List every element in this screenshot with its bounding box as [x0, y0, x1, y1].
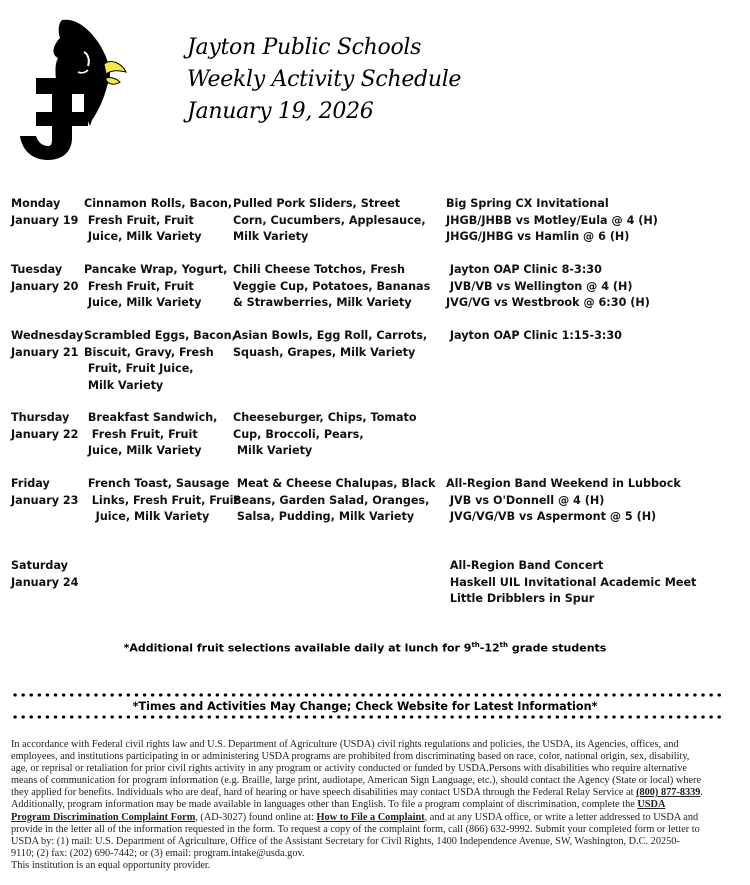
- day-cell: [11, 196, 78, 229]
- legal-line: This institution is an equal opportunity provider.: [11, 859, 211, 871]
- complaint-form-link[interactable]: USDA: [637, 799, 666, 811]
- lunch-line: & Strawberries, Milk Variety: [233, 296, 412, 309]
- breakfast-line: Juice, Milk Variety: [84, 296, 202, 309]
- activities-line: All-Region Band Weekend in Lubbock: [446, 477, 681, 490]
- breakfast-line: Juice, Milk Variety: [84, 510, 210, 523]
- breakfast-line: Cinnamon Rolls, Bacon,: [84, 197, 233, 210]
- activities-line: Big Spring CX Invitational: [446, 197, 609, 210]
- lunch-line: Asian Bowls, Egg Roll, Carrots,: [233, 329, 428, 342]
- legal-text: , (AD-3027) found online at:: [195, 811, 317, 823]
- dotted-divider-top: [11, 693, 721, 697]
- activities-cell: [446, 476, 681, 526]
- dotted-divider-bottom: [11, 715, 721, 719]
- legal-line: employees, and institutions participating in or administering USDA programs are prohibited from discriminating based on race, color, national origin, sex, disability,: [11, 751, 690, 763]
- day-line: January 23: [11, 493, 79, 507]
- lunch-line: Milk Variety: [233, 444, 313, 457]
- day-line: Friday: [11, 477, 50, 490]
- legal-line: [11, 799, 731, 811]
- lunch-line: Beans, Garden Salad, Oranges,: [233, 493, 430, 507]
- lunch-cell: [233, 410, 417, 460]
- usda-nondiscrimination-statement: [11, 739, 731, 872]
- activities-line: Jayton OAP Clinic 8-3:30: [446, 263, 602, 276]
- activities-line: Jayton OAP Clinic 1:15-3:30: [446, 329, 622, 342]
- document-header: [187, 32, 461, 128]
- fruit-note-sup: th: [471, 641, 480, 649]
- breakfast-cell: [84, 328, 236, 394]
- activities-line: All-Region Band Concert: [446, 559, 604, 572]
- activities-line: JHGG/JHBG vs Hamlin @ 6 (H): [446, 230, 630, 243]
- fruit-note-text: -12: [479, 641, 500, 655]
- breakfast-line: Fresh Fruit, Fruit: [84, 213, 194, 227]
- jaybird-j-logo-icon: [14, 14, 129, 160]
- activities-line: JVG/VG/VB vs Aspermont @ 5 (H): [446, 510, 657, 523]
- breakfast-line: French Toast, Sausage: [84, 477, 230, 490]
- breakfast-line: Milk Variety: [84, 378, 164, 392]
- how-to-file-complaint-link[interactable]: How to File a Complaint: [316, 811, 425, 823]
- lunch-line: Meat & Cheese Chalupas, Black: [233, 477, 436, 490]
- activities-line: JVG/VG vs Westbrook @ 6:30 (H): [446, 296, 650, 309]
- school-logo: [14, 14, 129, 160]
- lunch-line: Cheeseburger, Chips, Tomato: [233, 411, 417, 424]
- breakfast-cell: [84, 476, 239, 526]
- schedule-date: January 19, 2026: [187, 99, 374, 124]
- lunch-line: Chili Cheese Totchos, Fresh: [233, 263, 405, 276]
- activities-line: JVB/VB vs Wellington @ 4 (H): [446, 279, 633, 293]
- legal-line: USDA by: (1) mail: U.S. Department of Agriculture, Office of the Assistant Secretary for Civil Rights, 1400 Independence Avenue, SW, Washington, D.C. 20250-: [11, 835, 680, 847]
- day-line: Wednesday: [11, 329, 84, 342]
- activities-cell: [446, 262, 650, 312]
- lunch-line: Salsa, Pudding, Milk Variety: [233, 510, 415, 523]
- breakfast-line: Biscuit, Gravy, Fresh: [84, 345, 214, 359]
- day-line: January 19: [11, 213, 79, 227]
- lunch-line: Milk Variety: [233, 230, 309, 243]
- lunch-cell: [233, 476, 435, 526]
- federal-relay-phone-link[interactable]: (800) 877-8339: [636, 787, 701, 799]
- activities-line: JHGB/JHBB vs Motley/Eula @ 4 (H): [446, 213, 658, 227]
- breakfast-line: Fresh Fruit, Fruit: [84, 427, 198, 441]
- breakfast-line: Scrambled Eggs, Bacon,: [84, 329, 236, 342]
- lunch-cell: [233, 262, 430, 312]
- lunch-cell: [233, 196, 426, 246]
- fruit-note: [0, 641, 730, 655]
- activities-cell: [446, 196, 658, 246]
- day-cell: [11, 328, 83, 361]
- breakfast-line: Fruit, Fruit Juice,: [84, 362, 194, 375]
- complaint-form-link[interactable]: Program Discrimination Complaint Form: [11, 811, 196, 823]
- legal-line: In accordance with Federal civil rights law and U.S. Department of Agriculture (USDA) civil rights regulations and policies, the USDA, its Agencies, offices, and: [11, 739, 679, 750]
- lunch-line: Pulled Pork Sliders, Street: [233, 197, 401, 210]
- day-cell: [11, 262, 78, 295]
- activities-line: JVB vs O'Donnell @ 4 (H): [446, 493, 605, 507]
- legal-line: 9110; (2) fax: (202) 690-7442; or (3) email: program.intake@usda.gov.: [11, 847, 305, 859]
- breakfast-cell: [84, 410, 217, 460]
- lunch-line: Cup, Broccoli, Pears,: [233, 427, 364, 441]
- breakfast-line: Pancake Wrap, Yogurt,: [84, 263, 228, 276]
- legal-line: [11, 812, 731, 824]
- day-line: Saturday: [11, 559, 68, 572]
- legal-text: .: [700, 787, 703, 799]
- legal-line: means of communication for program information (e.g. Braille, large print, audiotape, American Sign Language, etc.), should contact the Agency (State or local) where: [11, 775, 702, 787]
- breakfast-line: Breakfast Sandwich,: [84, 411, 218, 424]
- lunch-line: Squash, Grapes, Milk Variety: [233, 345, 416, 359]
- breakfast-line: Links, Fresh Fruit, Fruit: [84, 493, 239, 507]
- disclaimer-banner: *Times and Activities May Change; Check Website for Latest Information*: [132, 700, 598, 713]
- lunch-line: Corn, Cucumbers, Applesauce,: [233, 213, 426, 227]
- activities-cell: [446, 328, 622, 345]
- lunch-cell: [233, 328, 427, 361]
- day-cell: [11, 476, 78, 509]
- breakfast-line: Fresh Fruit, Fruit: [84, 279, 194, 293]
- day-line: Monday: [11, 197, 61, 210]
- breakfast-cell: [84, 262, 227, 312]
- legal-line: age, or reprisal or retaliation for prior civil rights activity in any program or activity conducted or funded by USDA.Persons with disabilities who require alternative: [11, 763, 687, 775]
- breakfast-cell: [84, 196, 232, 246]
- legal-line: [11, 787, 731, 799]
- schedule-title: Weekly Activity Schedule: [187, 67, 462, 92]
- fruit-note-text: grade students: [508, 641, 607, 655]
- day-line: January 24: [11, 575, 79, 589]
- fruit-note-sup: th: [499, 641, 509, 649]
- fruit-note-text: *Additional fruit selections available daily at lunch for 9: [123, 641, 472, 655]
- school-name: Jayton Public Schools: [187, 35, 422, 60]
- legal-text: they applied for benefits. Individuals who are deaf, hard of hearing or have speech disabilities may contact USDA through the Federal Relay Service at: [11, 787, 637, 799]
- day-line: January 21: [11, 345, 79, 359]
- day-cell: [11, 558, 78, 591]
- day-line: January 22: [11, 427, 79, 441]
- activities-cell: [446, 558, 696, 608]
- day-cell: [11, 410, 78, 443]
- legal-text: , and at any USDA office, or write a letter addressed to USDA and: [424, 811, 699, 823]
- activities-line: Little Dribblers in Spur: [446, 592, 595, 605]
- day-line: Thursday: [11, 411, 70, 424]
- breakfast-line: Juice, Milk Variety: [84, 444, 202, 457]
- activities-line: Haskell UIL Invitational Academic Meet: [446, 575, 697, 589]
- lunch-line: Veggie Cup, Potatoes, Bananas: [233, 279, 431, 293]
- day-line: January 20: [11, 279, 79, 293]
- day-line: Tuesday: [11, 263, 63, 276]
- breakfast-line: Juice, Milk Variety: [84, 230, 202, 243]
- legal-text: Additionally, program information may be made available in languages other than English. To file a program complaint of discrimination, complete the: [11, 799, 638, 811]
- legal-line: provide in the letter all of the information requested in the form. To request a copy of the complaint form, call (866) 632-9992. Submit your completed form or letter to: [11, 823, 700, 835]
